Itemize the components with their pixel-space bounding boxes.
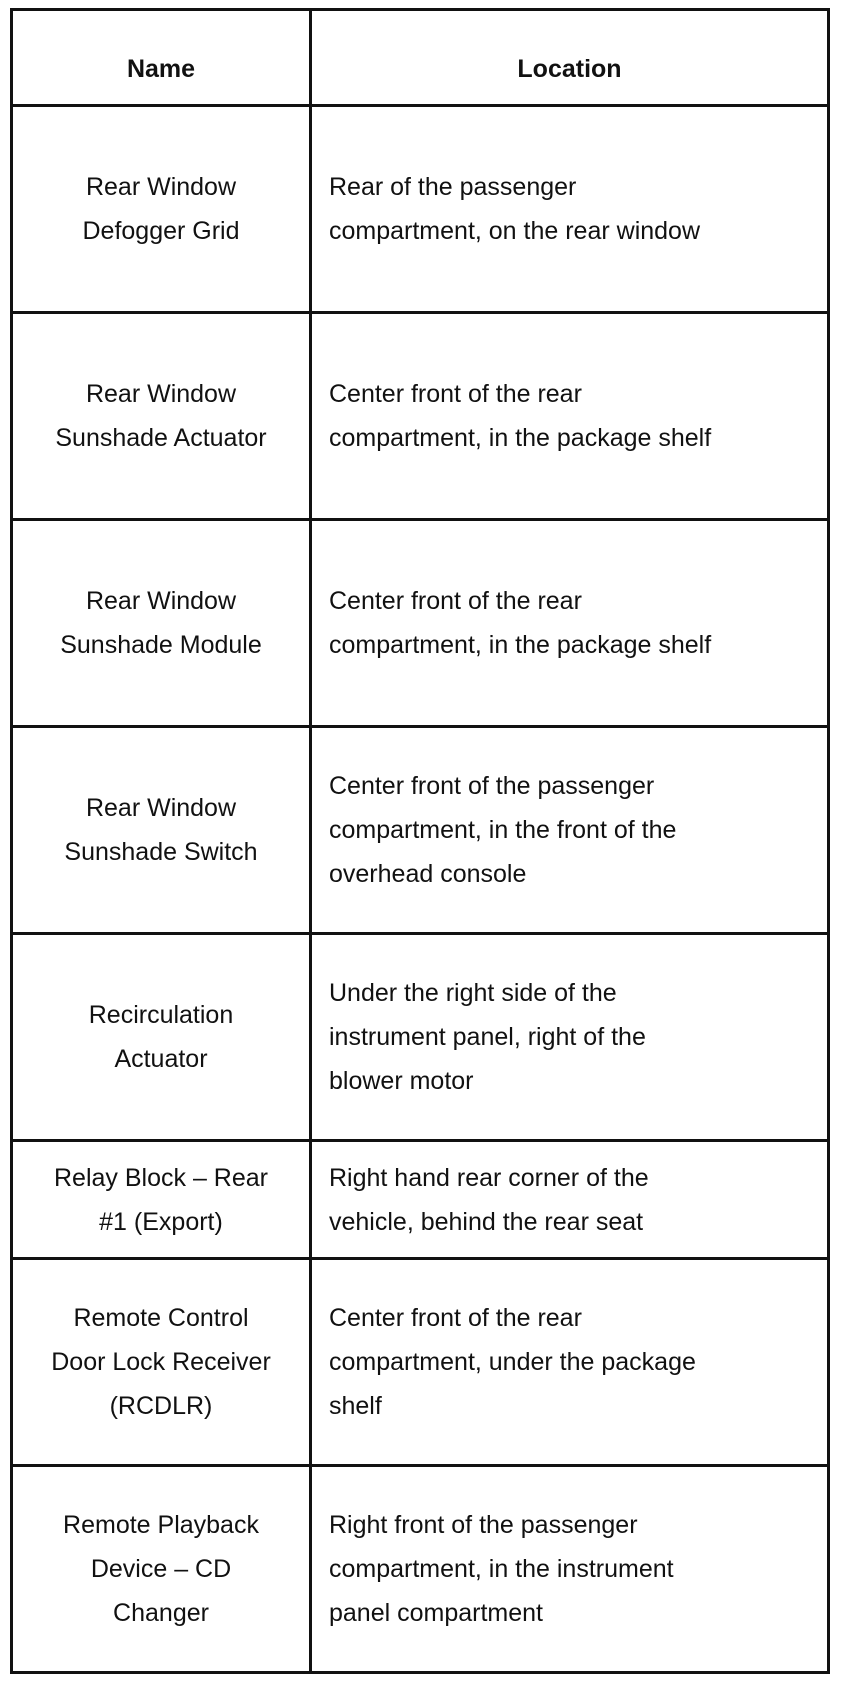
location-line: compartment, under the package — [329, 1348, 696, 1376]
component-location-cell — [311, 1259, 829, 1466]
location-line: Right hand rear corner of the — [329, 1163, 649, 1192]
component-name-cell — [12, 313, 311, 520]
location-line: compartment, in the package shelf — [329, 631, 712, 659]
location-line: compartment, in the package shelf — [329, 424, 712, 452]
name-line: Rear Window — [85, 794, 237, 822]
location-line: overhead console — [329, 860, 527, 888]
location-line: Center front of the rear — [329, 587, 582, 615]
location-line: compartment, on the rear window — [329, 217, 701, 245]
location-line: shelf — [329, 1392, 382, 1420]
location-line: Under the right side of the — [329, 979, 617, 1007]
component-name-cell — [12, 1466, 311, 1673]
table-row — [12, 727, 829, 934]
location-line: Center front of the rear — [329, 380, 582, 408]
name-line: Relay Block – Rear — [54, 1163, 268, 1192]
table-row — [12, 520, 829, 727]
component-name-cell — [12, 934, 311, 1141]
component-location-cell — [311, 520, 829, 727]
location-line: panel compartment — [329, 1599, 544, 1627]
table-row — [12, 1259, 829, 1466]
location-line: Rear of the passenger — [329, 173, 577, 201]
name-line: Sunshade Switch — [64, 838, 258, 866]
table-row — [12, 1141, 829, 1259]
location-line: instrument panel, right of the — [329, 1023, 646, 1051]
component-name-cell — [12, 727, 311, 934]
location-line: compartment, in the front of the — [329, 816, 677, 844]
component-name-cell — [12, 1141, 311, 1259]
table-row — [12, 313, 829, 520]
name-line: Remote Control — [73, 1304, 249, 1332]
location-line: compartment, in the instrument — [329, 1555, 674, 1583]
name-line: Door Lock Receiver — [51, 1348, 271, 1376]
name-line: Rear Window — [85, 587, 237, 615]
name-line: Remote Playback — [63, 1511, 259, 1539]
location-column-header: Location — [311, 10, 829, 106]
component-name-cell — [12, 1259, 311, 1466]
name-line: Sunshade Module — [60, 631, 262, 659]
location-line: Center front of the passenger — [329, 772, 655, 800]
component-location-cell — [311, 727, 829, 934]
location-line: Center front of the rear — [329, 1304, 582, 1332]
header-row — [12, 10, 829, 106]
component-name-cell — [12, 520, 311, 727]
component-location-cell — [311, 1466, 829, 1673]
name-line: Changer — [113, 1599, 209, 1627]
location-line: vehicle, behind the rear seat — [329, 1207, 644, 1236]
name-line: Actuator — [114, 1045, 208, 1073]
name-line: (RCDLR) — [109, 1392, 213, 1420]
name-line: Device – CD — [90, 1555, 232, 1583]
name-line: Rear Window — [85, 380, 237, 408]
location-line: Right front of the passenger — [329, 1511, 638, 1539]
location-line: blower motor — [329, 1067, 474, 1095]
table-row — [12, 934, 829, 1141]
name-line: Sunshade Actuator — [55, 424, 267, 452]
name-line: Defogger Grid — [82, 217, 240, 245]
name-line: #1 (Export) — [99, 1207, 223, 1236]
component-location-cell — [311, 313, 829, 520]
table-row — [12, 1466, 829, 1673]
name-column-header: Name — [12, 10, 311, 106]
component-location-cell — [311, 106, 829, 313]
component-name-cell — [12, 106, 311, 313]
component-location-cell — [311, 934, 829, 1141]
table-row — [12, 106, 829, 313]
component-location-cell — [311, 1141, 829, 1259]
component-location-table — [10, 8, 830, 1674]
name-line: Recirculation — [88, 1001, 234, 1029]
name-line: Rear Window — [85, 173, 237, 201]
